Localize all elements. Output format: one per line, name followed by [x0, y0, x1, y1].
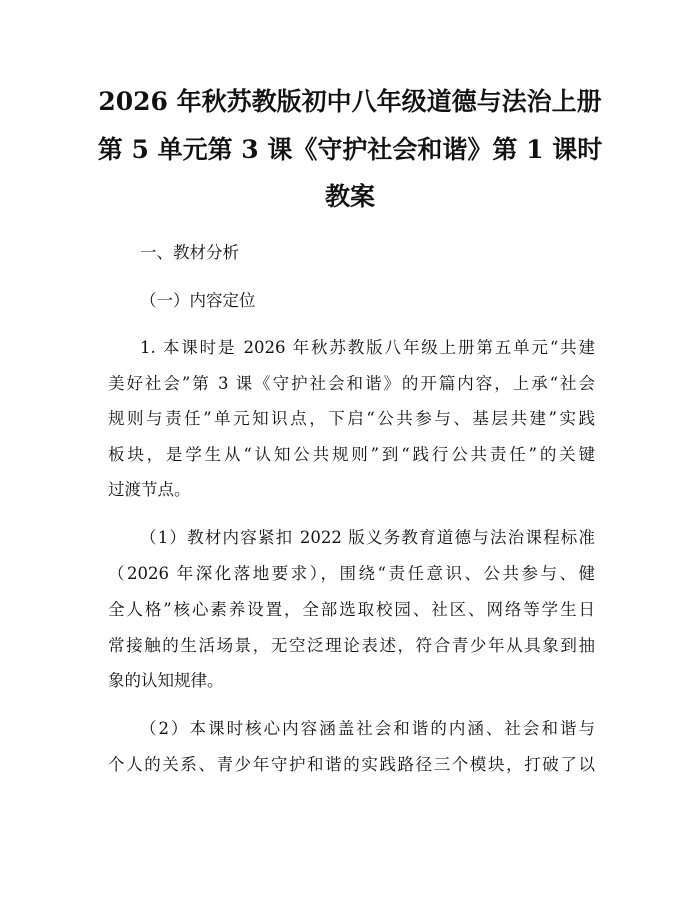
paragraph-2-line-2: （2026 年深化落地要求），围绕“责任意识、公共参与、健 [108, 564, 595, 583]
paragraph-1-line-3: 规则与责任”单元知识点，下启“公共参与、基层共建”实践 [108, 409, 595, 428]
paragraph-1-line-5: 过渡节点。 [108, 480, 191, 499]
subsection-heading: （一）内容定位 [140, 291, 256, 310]
document-title-line-2: 第 5 单元第 3 课《守护社会和谐》第 1 课时 [97, 135, 603, 164]
section-heading: 一、教材分析 [140, 243, 239, 262]
paragraph-3-line-2: 个人的关系、青少年守护和谐的实践路径三个模块，打破了以 [108, 755, 595, 774]
paragraph-2-line-5: 象的认知规律。 [108, 671, 224, 690]
paragraph-1-line-2: 美好社会”第 3 课《守护社会和谐》的开篇内容，上承“社会 [108, 374, 595, 393]
paragraph-2-line-4: 常接触的生活场景，无空泛理论表述，符合青少年从具象到抽 [108, 636, 595, 655]
paragraph-1-line-4: 板块，是学生从“认知公共规则”到“践行公共责任”的关键 [108, 445, 595, 464]
paragraph-2-line-3: 全人格”核心素养设置，全部选取校园、社区、网络等学生日 [108, 600, 595, 619]
document-title-line-1: 2026 年秋苏教版初中八年级道德与法治上册 [98, 87, 602, 116]
paragraph-3-line-1: （2）本课时核心内容涵盖社会和谐的内涵、社会和谐与 [140, 719, 595, 738]
document-title-line-3: 教案 [324, 182, 375, 211]
paragraph-2-line-1: （1）教材内容紧扣 2022 版义务教育道德与法治课程标准 [140, 528, 595, 547]
paragraph-1-line-1: 1. 本课时是 2026 年秋苏教版八年级上册第五单元“共建 [140, 338, 595, 357]
